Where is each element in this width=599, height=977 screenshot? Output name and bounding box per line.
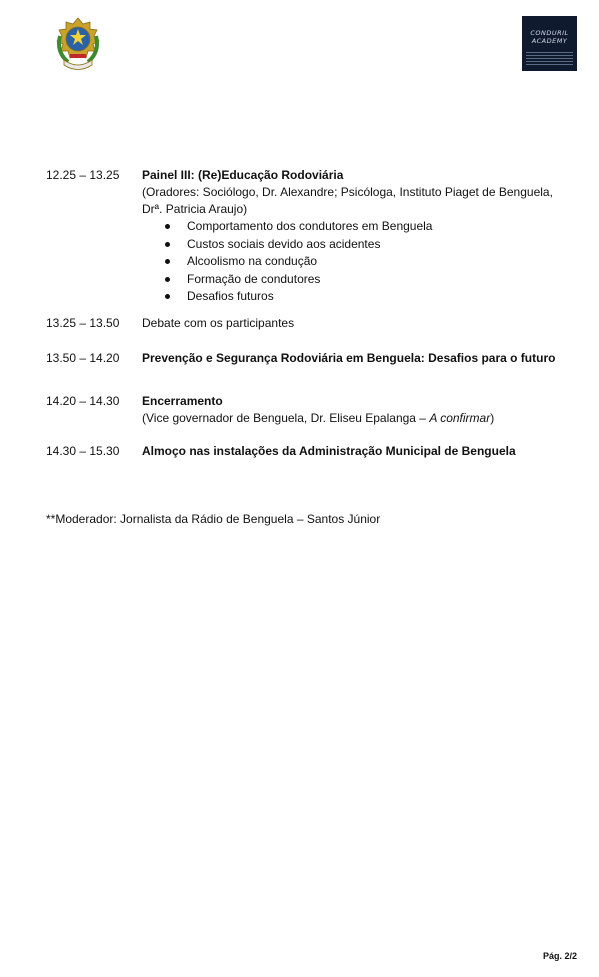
logo-stripes — [526, 52, 573, 66]
agenda-content — [142, 167, 559, 306]
list-item: Comportamento dos condutores em Benguela — [142, 218, 559, 236]
speaker-text: (Vice governador de Benguela, Dr. Eliseu Epalanga – — [142, 411, 430, 425]
agenda-content — [142, 443, 559, 460]
list-item: Formação de condutores — [142, 271, 559, 289]
topic-list — [142, 218, 559, 306]
logo-line-1: CONDURIL — [530, 29, 569, 37]
list-item: Desafios futuros — [142, 288, 559, 306]
agenda-title: Encerramento — [142, 394, 223, 408]
page-number: Pág. 2/2 — [542, 951, 577, 961]
agenda-speakers — [142, 410, 559, 427]
speaker-text-end: ) — [490, 411, 495, 425]
list-item: Alcoolismo na condução — [142, 253, 559, 271]
agenda-title: Almoço nas instalações da Administração Municipal de Benguela — [142, 444, 516, 458]
agenda-content — [142, 315, 559, 332]
agenda-title: Painel III: (Re)Educação Rodoviária — [142, 168, 344, 182]
agenda-speakers: (Oradores: Sociólogo, Dr. Alexandre; Psicóloga, Instituto Piaget de Benguela, Drª. Patricia Araujo) — [142, 185, 553, 216]
agenda-content — [142, 393, 559, 427]
agenda-time: 14.20 – 14.30 — [46, 394, 120, 408]
national-emblem-icon — [52, 16, 104, 74]
confirmation-note: A confirmar — [429, 411, 491, 425]
moderator-note: **Moderador: Jornalista da Rádio de Benguela – Santos Júnior — [46, 512, 381, 526]
agenda-time: 14.30 – 15.30 — [46, 444, 120, 458]
agenda-time: 12.25 – 13.25 — [46, 168, 120, 182]
agenda-content — [142, 350, 559, 367]
agenda-title: Prevenção e Segurança Rodoviária em Benguela: Desafios para o futuro — [142, 351, 556, 365]
conduril-academy-logo — [522, 16, 577, 71]
logo-line-2: ACADEMY — [531, 37, 568, 45]
agenda-time: 13.50 – 14.20 — [46, 351, 120, 365]
list-item: Custos sociais devido aos acidentes — [142, 236, 559, 254]
agenda-text: Debate com os participantes — [142, 316, 295, 330]
agenda-time: 13.25 – 13.50 — [46, 316, 120, 330]
